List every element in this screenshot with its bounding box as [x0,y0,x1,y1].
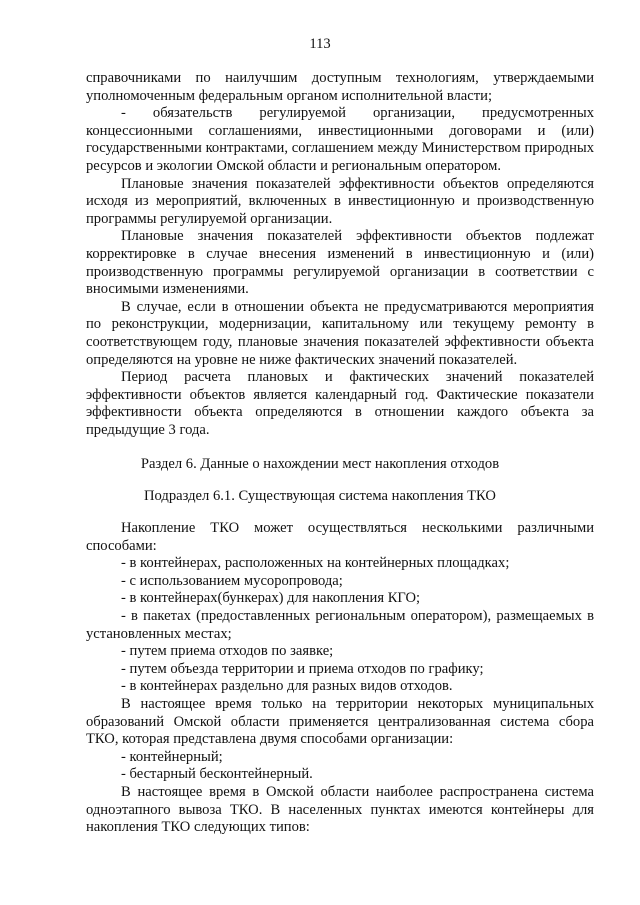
list-item: - путем объезда территории и приема отходов по графику; [121,660,484,677]
paragraph: Плановые значения показателей эффективности объектов подлежат корректировке в случае внесения изменений в инвестиционную и (или) производственную программы регулируемой организации в соответствии с вносимыми изменениями. [86,228,594,298]
paragraph: Период расчета плановых и фактических значений показателей эффективности объектов является календарный год. Фактические показатели эффективности объекта определяются в отношении каждого объекта за предыдущие 3 года. [86,369,594,438]
list-item: - в контейнерах раздельно для разных видов отходов. [121,678,453,695]
section-text-block [86,70,594,439]
list-item: - путем приема отходов по заявке; [121,643,334,660]
paragraph: Накопление ТКО может осуществляться несколькими различными способами: [86,520,594,554]
list-item: - с использованием мусоропровода; [121,572,343,589]
list-item: - в контейнерах(бункерах) для накопления КГО; [121,590,421,607]
paragraph: В настоящее время в Омской области наиболее распространена система одноэтапного вывоза ТКО. В населенных пунктах имеются контейнеры для накопления ТКО следующих типов: [86,783,594,836]
list-item: - контейнерный; [121,748,223,765]
paragraph: Плановые значения показателей эффективности объектов определяются исходя из мероприятий, включенных в инвестиционную и производственную программы регулируемой организации. [86,175,594,227]
paragraph: - обязательств регулируемой организации, предусмотренных концессионными соглашениями, инвестиционными договорами и (или) государственными контрактами, соглашением между Министерством природных ресурсов и экологии Омской области и региональным оператором. [86,105,594,174]
subsection-heading: Подраздел 6.1. Существующая система накопления ТКО [144,488,496,504]
section-heading: Раздел 6. Данные о нахождении мест накопления отходов [140,456,500,472]
list-item: - в контейнерах, расположенных на контейнерных площадках; [121,555,510,572]
paragraph: справочниками по наилучшим доступным технологиям, утверждаемыми уполномоченным федеральным органом исполнительной власти; [86,70,594,104]
paragraph: В случае, если в отношении объекта не предусматриваются мероприятия по реконструкции, модернизации, капитальному или текущему ремонту в соответствующем году, плановые значения показателей эффективности объекта определяются на уровне не ниже фактических значений показателей. [86,298,594,368]
page-number: 113 [309,36,331,52]
list-item: - в пакетах (предоставленных региональным оператором), размещаемых в установленных местах; [86,607,594,642]
list-item: - бестарный бесконтейнерный. [121,766,313,783]
subsection-text-block [86,520,594,837]
paragraph: В настоящее время только на территории некоторых муниципальных образований Омской области применяется централизованная система сбора ТКО, которая представлена двумя способами организации: [86,695,594,748]
